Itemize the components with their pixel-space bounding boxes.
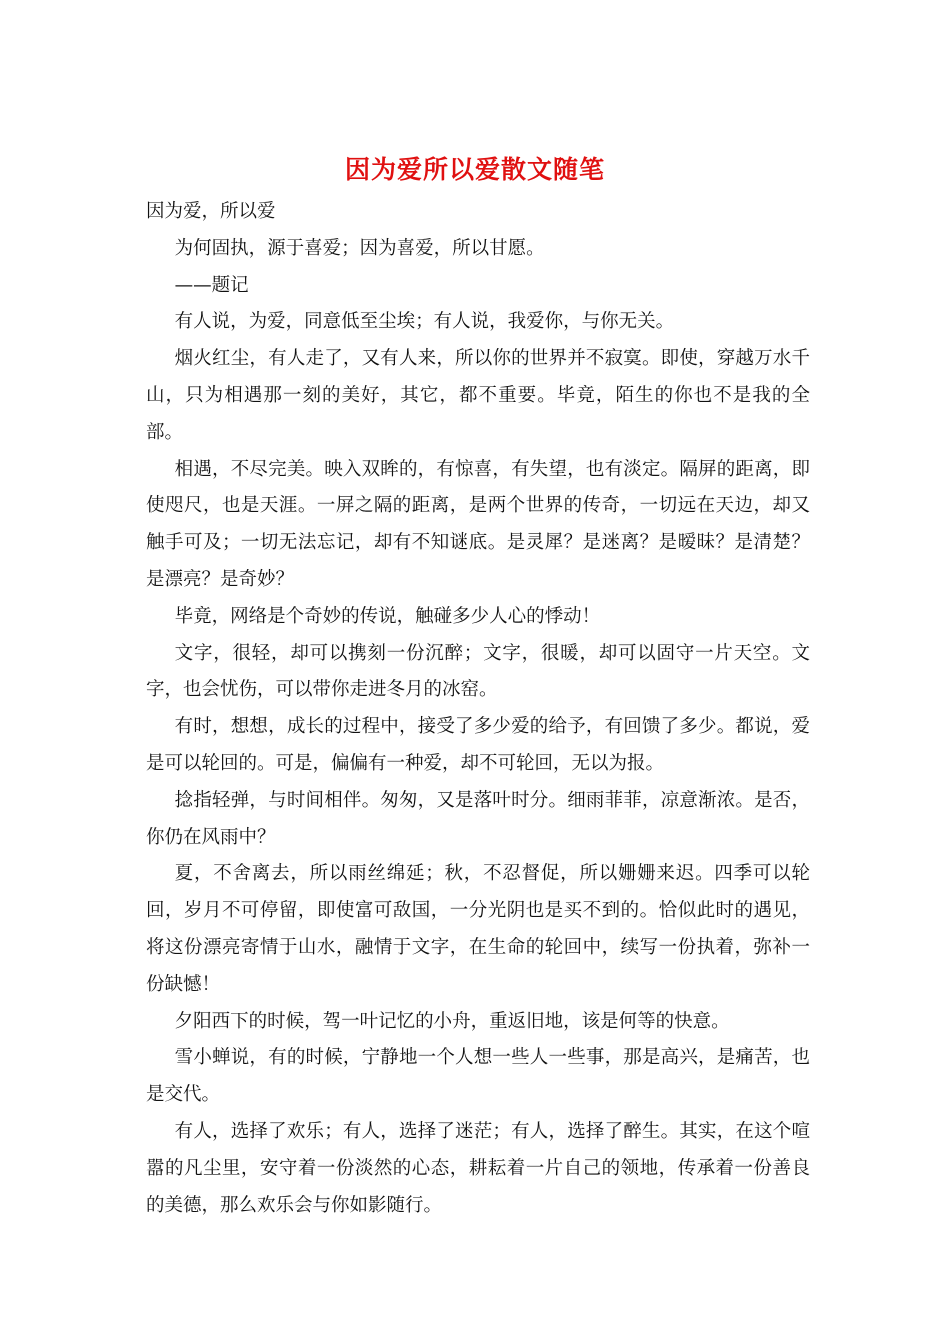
paragraph: 毕竟，网络是个奇妙的传说，触碰多少人心的悸动！	[174, 605, 601, 627]
paragraph: 夏，不舍离去，所以雨丝绵延；秋，不忍督促，所以姗姗来迟。四季可以轮回，岁月不可停留，即使富可敌国，一分光阴也是买不到的。恰似此时的遇见，将这份漂亮寄情于山水，融情于文字，在生命的轮回中，续写一份执着，弥补一份缺憾！	[146, 863, 810, 995]
document-body	[146, 194, 810, 1224]
document-title: 因为爱所以爱散文随笔	[344, 155, 605, 184]
paragraph: 烟火红尘，有人走了，又有人来，所以你的世界并不寂寞。即使，穿越万水千山，只为相遇那一刻的美好，其它，都不重要。毕竟，陌生的你也不是我的全部。	[146, 348, 810, 443]
paragraph-epigraph-note: ——题记	[174, 274, 249, 296]
paragraph: 有时，想想，成长的过程中，接受了多少爱的给予，有回馈了多少。都说，爱是可以轮回的。可是，偏偏有一种爱，却不可轮回，无以为报。	[146, 716, 810, 774]
paragraph: 夕阳西下的时候，驾一叶记忆的小舟，重返旧地，该是何等的快意。	[174, 1010, 730, 1032]
paragraph: 有人说，为爱，同意低至尘埃；有人说，我爱你，与你无关。	[174, 311, 675, 333]
paragraph-heading: 因为爱，所以爱	[146, 201, 276, 222]
paragraph: 有人，选择了欢乐；有人，选择了迷茫；有人，选择了醉生。其实，在这个喧嚣的凡尘里，安守着一份淡然的心态，耕耘着一片自己的领地，传承着一份善良的美德，那么欢乐会与你如影随行。	[146, 1120, 810, 1216]
paragraph: 雪小蝉说，有的时候，宁静地一个人想一些人一些事，那是高兴，是痛苦，也是交代。	[146, 1047, 810, 1106]
paragraph: 为何固执，源于喜爱；因为喜爱，所以甘愿。	[174, 237, 545, 259]
paragraph: 相遇，不尽完美。映入双眸的，有惊喜，有失望，也有淡定。隔屏的距离，即使咫尺，也是天涯。一屏之隔的距离，是两个世界的传奇，一切远在天边，却又触手可及；一切无法忘记，却有不知谜底。是灵犀？是迷离？是暧昧？是清楚？是漂亮？是奇妙？	[146, 458, 810, 590]
paragraph: 捻指轻弹，与时间相伴。匆匆，又是落叶时分。细雨菲菲，凉意渐浓。是否，你仍在风雨中？	[146, 789, 810, 848]
paragraph: 文字，很轻，却可以携刻一份沉醉；文字，很暖，却可以固守一片天空。文字，也会忧伤，可以带你走进冬月的冰窑。	[146, 642, 810, 701]
